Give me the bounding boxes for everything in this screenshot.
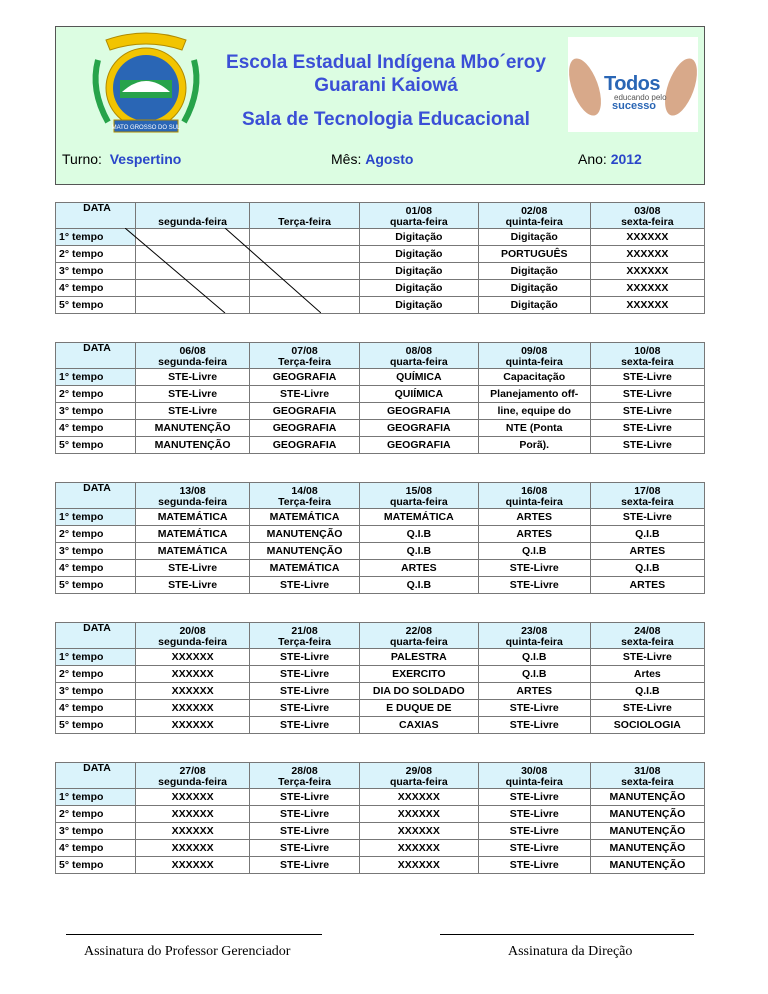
schedule-cell: STE-Livre [250,649,360,666]
day-date: 24/08 [634,625,661,637]
schedule-cell: STE-Livre [135,577,249,594]
schedule-cell: QUÍMICA [359,369,478,386]
day-weekday: segunda-feira [158,356,228,368]
schedule-cell: MATEMÁTICA [250,560,360,577]
schedule-cell: STE-Livre [478,806,590,823]
schedule-cell: Capacitação [478,369,590,386]
signature-label-left: Assinatura do Professor Gerenciador [84,944,291,959]
schedule-cell: MATEMÁTICA [250,509,360,526]
schedule-cell: STE-Livre [590,509,704,526]
day-date: 30/08 [521,765,548,777]
schedule-cell: Digitação [359,229,478,246]
schedule-cell: STE-Livre [250,806,360,823]
schedule-cell: STE-Livre [590,700,704,717]
schedule-cell: STE-Livre [135,369,249,386]
period-label: 4° tempo [56,420,136,437]
day-header [590,343,704,369]
day-header [359,343,478,369]
strike-line-monday [125,228,225,313]
schedule-cell: XXXXXX [135,666,249,683]
schedule-cell: STE-Livre [135,386,249,403]
schedule-cell: Planejamento off- [478,386,590,403]
mes-field: Mês: Agosto [331,151,414,167]
schedule-cell: STE-Livre [250,683,360,700]
period-label: 5° tempo [56,437,136,454]
schedule-cell: ARTES [478,683,590,700]
schedule-cell: E DUQUE DE [359,700,478,717]
schedule-cell: MANUTENÇÃO [590,789,704,806]
table-row [56,560,705,577]
schedule-cell: Q.I.B [590,683,704,700]
period-label: 3° tempo [56,683,136,700]
period-label: 1° tempo [56,229,136,246]
schedule-cell: Q.I.B [359,577,478,594]
schedule-cell: GEOGRAFIA [250,437,360,454]
schedule-cell: STE-Livre [478,840,590,857]
table-row [56,386,705,403]
schedule-cell: Q.I.B [359,543,478,560]
table-row [56,840,705,857]
schedule-cell: GEOGRAFIA [359,403,478,420]
schedule-cell: STE-Livre [135,403,249,420]
schedule-cell: Q.I.B [590,526,704,543]
schedule-cell: Q.I.B [478,666,590,683]
schedule-cell: STE-Livre [250,789,360,806]
day-header [359,763,478,789]
schedule-cell: DIA DO SOLDADO [359,683,478,700]
schedule-cell: XXXXXX [590,246,704,263]
schedule-cell: Digitação [359,297,478,314]
table-row [56,700,705,717]
period-label: 1° tempo [56,789,136,806]
day-weekday: segunda-feira [158,776,228,788]
ano-field: Ano: 2012 [578,151,642,167]
schedule-cell: XXXXXX [590,263,704,280]
schedule-cell: MANUTENÇÃO [135,437,249,454]
schedule-cell: CAXIAS [359,717,478,734]
room-title: Sala de Tecnologia Educacional [242,109,530,130]
schedule-cell: STE-Livre [590,649,704,666]
day-weekday: sexta-feira [621,636,674,648]
schedule-cell: Porã). [478,437,590,454]
day-header [359,203,478,229]
schedule-cell: ARTES [590,543,704,560]
schedule-cell: SOCIOLOGIA [590,717,704,734]
schedule-cell: Q.I.B [478,543,590,560]
day-date: 13/08 [179,485,206,497]
schedule-cell: Artes [590,666,704,683]
header-row [56,203,705,229]
data-label: DATA [56,623,136,649]
day-date: 21/08 [291,625,318,637]
schedule-cell: STE-Livre [478,857,590,874]
day-weekday: Terça-feira [278,216,332,228]
schedule-cell: XXXXXX [135,823,249,840]
schedule-cell: STE-Livre [590,369,704,386]
schedule-cell: ARTES [359,560,478,577]
day-header [359,483,478,509]
table-row [56,666,705,683]
day-weekday: sexta-feira [621,776,674,788]
day-date: 06/08 [179,345,206,357]
day-header [590,483,704,509]
day-header [135,763,249,789]
schedule-cell: PORTUGUÊS [478,246,590,263]
table-row [56,683,705,700]
schedule-cell: Digitação [478,229,590,246]
period-label: 4° tempo [56,700,136,717]
day-header [135,623,249,649]
header-row [56,343,705,369]
table-row [56,403,705,420]
table-row [56,577,705,594]
day-date: 09/08 [521,345,548,357]
signature-line-left [66,934,322,935]
schedule-cell: STE-Livre [590,386,704,403]
period-label: 3° tempo [56,263,136,280]
table-row [56,420,705,437]
day-weekday: quinta-feira [505,216,563,228]
schedule-cell: line, equipe do [478,403,590,420]
schedule-cell: MATEMÁTICA [135,526,249,543]
day-weekday: Terça-feira [278,356,332,368]
day-weekday: sexta-feira [621,216,674,228]
schedule-cell: ARTES [478,509,590,526]
table-row [56,509,705,526]
table-row [56,543,705,560]
schedule-cell: GEOGRAFIA [250,403,360,420]
day-weekday: quarta-feira [389,356,448,368]
table-row [56,789,705,806]
schedule-cell: Digitação [359,263,478,280]
period-label: 3° tempo [56,823,136,840]
day-header [478,763,590,789]
day-header [250,203,360,229]
schedule-cell: QUIÍMICA [359,386,478,403]
schedule-cell: Digitação [478,263,590,280]
day-header [478,483,590,509]
day-header [478,623,590,649]
schedule-cell: Digitação [359,246,478,263]
schedule-cell: XXXXXX [359,823,478,840]
schedule-cell: STE-Livre [250,577,360,594]
period-label: 4° tempo [56,280,136,297]
schedule-cell: Digitação [359,280,478,297]
period-label: 5° tempo [56,297,136,314]
left-hand-icon [563,54,608,119]
schedule-cell: STE-Livre [478,823,590,840]
day-header [250,343,360,369]
schedule-cell: Q.I.B [590,560,704,577]
day-header [250,763,360,789]
schedule-cell: GEOGRAFIA [250,369,360,386]
schedule-table-week [55,482,705,594]
school-name-line2: Guarani Kaiowá [314,75,458,96]
day-weekday: sexta-feira [621,496,674,508]
day-date: 28/08 [291,765,318,777]
day-weekday: Terça-feira [278,496,332,508]
strike-line-tuesday [225,228,321,313]
schedule-table-week [55,622,705,734]
state-crest-icon [86,30,206,140]
day-header [359,623,478,649]
schedule-cell: XXXXXX [359,806,478,823]
period-label: 2° tempo [56,806,136,823]
schedule-cell: MANUTENÇÃO [590,857,704,874]
schedule-cell: Digitação [478,297,590,314]
day-header [478,343,590,369]
schedule-cell: NTE (Ponta [478,420,590,437]
schedule-cell: STE-Livre [250,717,360,734]
schedule-table-week [55,762,705,874]
data-label: DATA [56,483,136,509]
schedule-cell: XXXXXX [135,717,249,734]
turno-field: Turno: Vespertino [62,151,182,167]
table-row [56,717,705,734]
schedule-cell: XXXXXX [135,649,249,666]
schedule-cell: STE-Livre [250,857,360,874]
day-date: 01/08 [405,205,432,217]
day-header [135,343,249,369]
day-date: 07/08 [291,345,318,357]
day-weekday: segunda-feira [158,636,228,648]
period-label: 1° tempo [56,509,136,526]
logo-brand: Todos [604,73,661,95]
schedule-cell: STE-Livre [590,403,704,420]
day-header [135,203,249,229]
table-row [56,437,705,454]
day-weekday: quinta-feira [505,636,563,648]
schedule-cell: XXXXXX [359,857,478,874]
logo-tag: sucesso [612,100,657,112]
schedule-cell: XXXXXX [359,789,478,806]
header-row [56,763,705,789]
day-weekday: quinta-feira [505,356,563,368]
day-weekday: quarta-feira [389,496,448,508]
schedule-cell: STE-Livre [250,666,360,683]
period-label: 4° tempo [56,560,136,577]
header-row [56,483,705,509]
schedule-cell: XXXXXX [135,789,249,806]
schedule-cell: STE-Livre [478,717,590,734]
empty-days-strike [125,228,321,313]
day-date: 17/08 [634,485,661,497]
day-header [250,623,360,649]
day-header [590,203,704,229]
schedule-cell: MANUTENÇÃO [250,543,360,560]
schedule-cell: STE-Livre [478,789,590,806]
day-header [478,203,590,229]
schedule-cell: STE-Livre [478,560,590,577]
schedule-cell: MANUTENÇÃO [590,840,704,857]
day-weekday: segunda-feira [158,216,228,228]
school-name [206,51,566,97]
schedule-cell: GEOGRAFIA [359,437,478,454]
todos-logo [568,37,698,132]
crest-text: MATO GROSSO DO SUL [111,125,181,131]
schedule-cell: XXXXXX [135,857,249,874]
period-label: 4° tempo [56,840,136,857]
day-date: 02/08 [521,205,548,217]
table-row [56,526,705,543]
table-row [56,806,705,823]
signature-line-right [440,934,694,935]
school-name-line1: Escola Estadual Indígena Mbo´eroy [226,52,546,73]
schedule-cell: MANUTENÇÃO [590,823,704,840]
schedule-cell: XXXXXX [590,229,704,246]
schedule-cell: XXXXXX [359,840,478,857]
day-header [250,483,360,509]
schedule-cell: STE-Livre [250,823,360,840]
period-label: 5° tempo [56,717,136,734]
period-label: 2° tempo [56,246,136,263]
day-weekday: segunda-feira [158,496,228,508]
schedule-cell: XXXXXX [135,683,249,700]
period-label: 2° tempo [56,666,136,683]
day-date: 29/08 [405,765,432,777]
day-weekday: sexta-feira [621,356,674,368]
day-date: 16/08 [521,485,548,497]
period-label: 3° tempo [56,403,136,420]
day-date: 15/08 [405,485,432,497]
day-weekday: quinta-feira [505,496,563,508]
day-date: 23/08 [521,625,548,637]
day-date: 10/08 [634,345,661,357]
schedule-cell: XXXXXX [135,806,249,823]
schedule-cell: PALESTRA [359,649,478,666]
schedule-cell: XXXXXX [135,700,249,717]
right-hand-icon [659,54,704,119]
schedule-cell: STE-Livre [250,840,360,857]
day-date: 27/08 [179,765,206,777]
period-label: 1° tempo [56,649,136,666]
period-label: 5° tempo [56,857,136,874]
schedule-cell: XXXXXX [135,840,249,857]
schedule-cell: XXXXXX [590,280,704,297]
day-date: 08/08 [405,345,432,357]
table-row [56,823,705,840]
schedule-cell: Digitação [478,280,590,297]
table-row [56,857,705,874]
day-weekday: Terça-feira [278,636,332,648]
schedule-cell: MATEMÁTICA [135,543,249,560]
period-label: 2° tempo [56,386,136,403]
period-label: 2° tempo [56,526,136,543]
day-header [590,763,704,789]
schedule-cell: STE-Livre [590,420,704,437]
day-weekday: quarta-feira [389,636,448,648]
logo-sub: educando pelo [614,93,667,102]
period-label: 3° tempo [56,543,136,560]
schedule-cell: STE-Livre [250,700,360,717]
schedule-cell: STE-Livre [590,437,704,454]
day-date: 03/08 [634,205,661,217]
schedule-cell: STE-Livre [478,577,590,594]
data-label: DATA [56,343,136,369]
schedule-cell: ARTES [590,577,704,594]
day-weekday: quarta-feira [389,216,448,228]
schedule-cell: GEOGRAFIA [250,420,360,437]
header-row [56,623,705,649]
schedule-cell: MATEMÁTICA [359,509,478,526]
schedule-cell: MATEMÁTICA [135,509,249,526]
signature-label-right: Assinatura da Direção [508,944,633,959]
day-weekday: Terça-feira [278,776,332,788]
schedule-cell: STE-Livre [135,560,249,577]
period-label: 1° tempo [56,369,136,386]
schedule-cell: ARTES [478,526,590,543]
day-header [590,623,704,649]
schedule-cell: XXXXXX [590,297,704,314]
schedule-cell: MANUTENÇÃO [250,526,360,543]
schedule-cell: STE-Livre [478,700,590,717]
schedule-cell: MANUTENÇÃO [590,806,704,823]
day-date: 31/08 [634,765,661,777]
table-row [56,649,705,666]
schedule-cell: Q.I.B [478,649,590,666]
day-date: 22/08 [405,625,432,637]
schedule-cell: Q.I.B [359,526,478,543]
schedule-cell: GEOGRAFIA [359,420,478,437]
day-weekday: quarta-feira [389,776,448,788]
day-weekday: quinta-feira [505,776,563,788]
schedule-cell: EXERCITO [359,666,478,683]
schedule-table-week [55,342,705,454]
schedule-cell: STE-Livre [250,386,360,403]
table-row [56,369,705,386]
data-label: DATA [56,203,136,229]
data-label: DATA [56,763,136,789]
day-header [135,483,249,509]
day-date: 20/08 [179,625,206,637]
day-date: 14/08 [291,485,318,497]
header-panel [55,26,705,185]
period-label: 5° tempo [56,577,136,594]
schedule-cell: MANUTENÇÃO [135,420,249,437]
